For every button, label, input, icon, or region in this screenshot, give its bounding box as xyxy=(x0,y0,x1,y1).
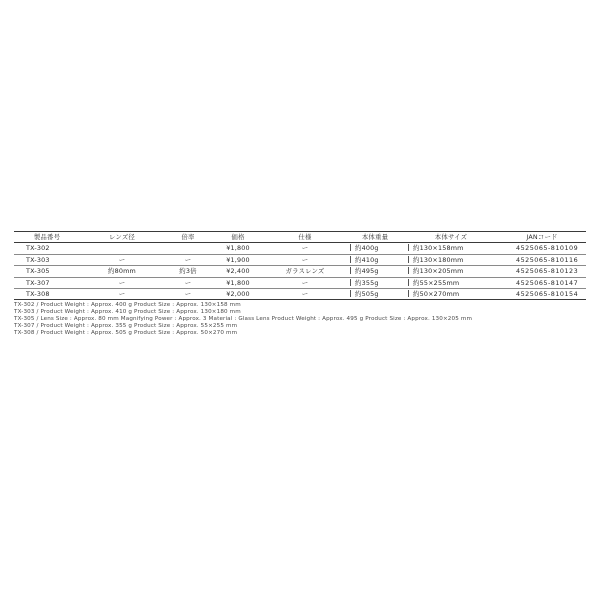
cell-lens xyxy=(80,243,164,254)
cell-magnification: 約3倍 xyxy=(179,267,197,276)
cell-size: 約130×205mm xyxy=(404,266,498,277)
spec-table xyxy=(14,231,586,300)
table-row xyxy=(14,266,586,277)
table-header-row xyxy=(14,232,586,243)
cell-weight: 約355g xyxy=(346,277,404,288)
cell-weight: 約505g xyxy=(346,289,404,300)
cell-price: ¥2,400 xyxy=(226,267,250,276)
cell-magnification: ー xyxy=(184,290,192,299)
cell-size: 約50×270mm xyxy=(404,289,498,300)
cell-price: ¥1,800 xyxy=(226,278,250,287)
cell-jan: 4525065-810147 xyxy=(516,278,579,287)
cell-model: TX-303 xyxy=(26,255,50,264)
cell-model: TX-308 xyxy=(26,290,50,299)
cell-price: ¥1,900 xyxy=(226,255,250,264)
cell-weight: 約495g xyxy=(346,266,404,277)
header-lens: レンズ径 xyxy=(108,233,135,241)
header-price: 価格 xyxy=(231,233,245,241)
cell-magnification: ー xyxy=(184,278,192,287)
cell-weight: 約400g xyxy=(346,243,404,254)
note-line: TX-302 / Product Weight : Approx. 400 g Product Size : Approx. 130×158 mm xyxy=(14,302,241,309)
cell-magnification: ー xyxy=(184,255,192,264)
cell-spec: ー xyxy=(301,290,309,299)
header-size: 本体サイズ xyxy=(434,233,468,241)
cell-lens: ー xyxy=(118,278,126,287)
cell-model: TX-302 xyxy=(26,244,50,253)
cell-magnification xyxy=(164,243,212,254)
header-magnification: 倍率 xyxy=(181,233,195,241)
note-line: TX-308 / Product Weight : Approx. 505 g Product Size : Approx. 50×270 mm xyxy=(14,329,238,336)
table-row xyxy=(14,289,586,300)
note-line: TX-305 / Lens Size : Approx. 80 mm Magnifying Power : Approx. 3 Material : Glass Lens Product Weight : Approx. 495 g Product Size : Approx. 130×205 mm xyxy=(14,316,473,323)
table-row xyxy=(14,243,586,254)
header-spec: 仕様 xyxy=(298,233,312,241)
table-row xyxy=(14,254,586,265)
cell-spec: ガラスレンズ xyxy=(285,267,325,276)
cell-spec: ー xyxy=(301,278,309,287)
cell-weight: 約410g xyxy=(346,254,404,265)
header-weight: 本体重量 xyxy=(361,233,389,241)
cell-size: 約55×255mm xyxy=(404,277,498,288)
spec-sheet xyxy=(14,231,586,336)
cell-price: ¥2,000 xyxy=(226,290,250,299)
english-spec-notes xyxy=(14,302,586,336)
note-line: TX-303 / Product Weight : Approx. 410 g Product Size : Approx. 130×180 mm xyxy=(14,309,241,316)
cell-jan: 4525065-810116 xyxy=(516,255,579,264)
cell-jan: 4525065-810154 xyxy=(516,290,579,299)
cell-size: 約130×158mm xyxy=(404,243,498,254)
cell-size: 約130×180mm xyxy=(404,254,498,265)
note-line: TX-307 / Product Weight : Approx. 355 g Product Size : Approx. 55×255 mm xyxy=(14,322,238,329)
header-model: 製品番号 xyxy=(33,233,61,241)
cell-jan: 4525065-810109 xyxy=(516,244,579,253)
cell-lens: ー xyxy=(118,255,126,264)
cell-model: TX-307 xyxy=(26,278,50,287)
table-row xyxy=(14,277,586,288)
cell-price: ¥1,800 xyxy=(226,244,250,253)
header-jan: JANコード xyxy=(526,233,558,241)
cell-lens: 約80mm xyxy=(108,267,136,276)
cell-spec: ー xyxy=(301,255,309,264)
cell-model: TX-305 xyxy=(26,267,50,276)
cell-spec: ー xyxy=(301,244,309,253)
cell-jan: 4525065-810123 xyxy=(516,267,579,276)
cell-lens: ー xyxy=(118,290,126,299)
